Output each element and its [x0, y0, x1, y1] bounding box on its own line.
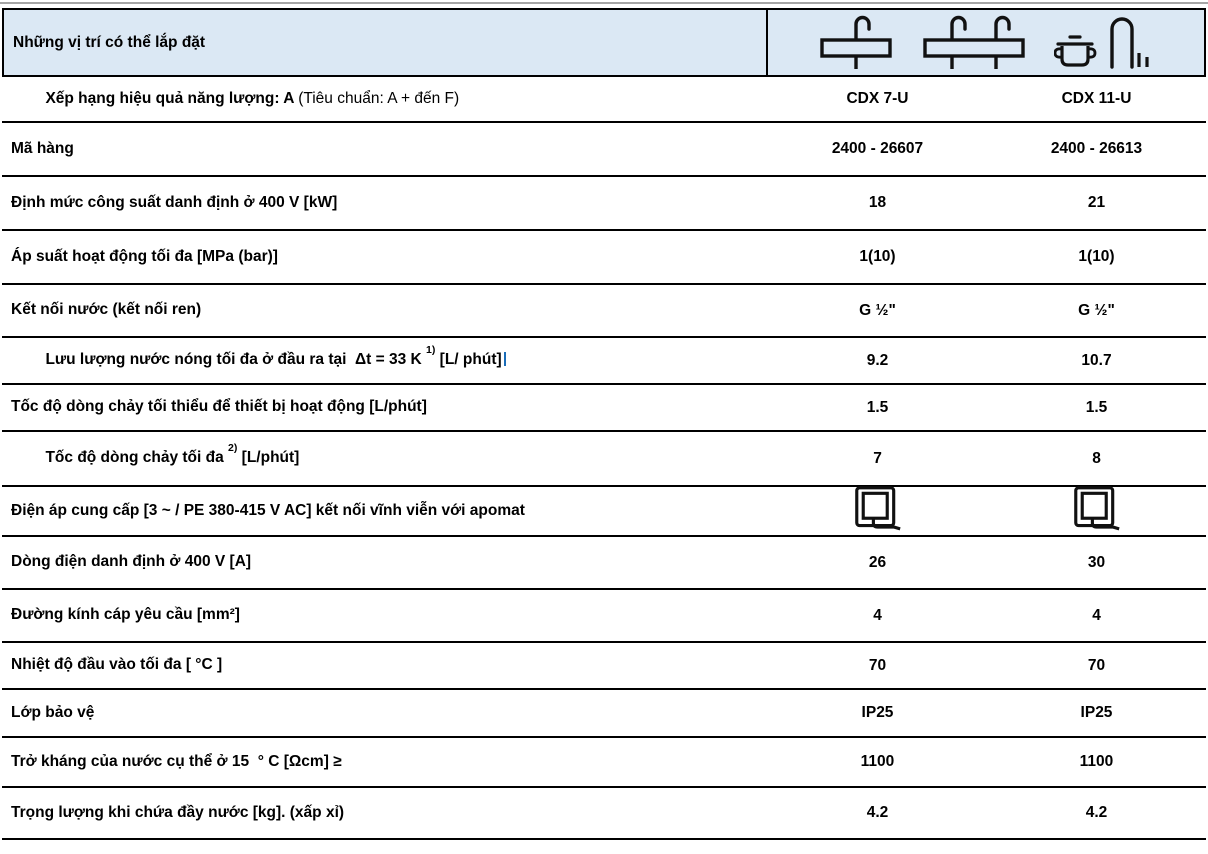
row-weight-filled	[2, 788, 1206, 840]
value-cdx7	[768, 487, 987, 535]
row-max-inlet-temp	[2, 643, 1206, 690]
value-cdx11	[987, 537, 1206, 588]
value-text: 9.2	[866, 351, 889, 369]
value-cdx11	[987, 338, 1206, 383]
value-cdx11	[987, 788, 1206, 838]
sink-single-tap-icon	[818, 15, 894, 71]
value-cdx7	[768, 738, 987, 786]
header-label: Những vị trí có thể lắp đặt	[13, 33, 206, 51]
value-text: 1(10)	[859, 248, 896, 265]
footnote-2-marker: 2)	[228, 442, 238, 455]
value-cdx7	[768, 385, 987, 430]
text-cursor	[504, 352, 506, 366]
value-text: 4.2	[1085, 804, 1108, 821]
value-cdx7	[768, 231, 987, 283]
row-label	[2, 704, 768, 723]
spec-rows	[2, 77, 1206, 840]
row-order-code	[2, 123, 1206, 177]
value-text: 26	[868, 553, 887, 571]
value-cdx11	[987, 385, 1206, 430]
value-cdx11	[987, 487, 1206, 535]
row-rated-current	[2, 537, 1206, 590]
value-cdx11	[987, 285, 1206, 336]
value-text: 70	[1087, 656, 1106, 674]
value-cdx7	[768, 590, 987, 641]
value-text: 70	[868, 656, 887, 674]
row-energy-rating	[2, 77, 1206, 123]
value-cdx7	[768, 690, 987, 736]
junction-box-icon	[1073, 485, 1121, 533]
row-water-connection	[2, 285, 1206, 338]
pot-and-tap-icon	[1054, 17, 1154, 69]
value-text: IP25	[861, 704, 894, 721]
value-text: 1100	[860, 753, 895, 770]
column-header-cdx11	[987, 77, 1206, 121]
row-label	[2, 71, 768, 127]
value-text: 1100	[1079, 753, 1114, 770]
value-cdx11	[987, 231, 1206, 283]
value-text: 8	[1092, 449, 1101, 467]
value-text: 4	[873, 606, 882, 624]
row-protection-class	[2, 690, 1206, 738]
row-label-unit: [L/ phút]	[435, 351, 502, 369]
row-max-hot-water-flow	[2, 338, 1206, 385]
row-label-text: Định mức công suất danh định ở 400 V [kW]	[11, 193, 338, 211]
value-text: IP25	[1080, 704, 1113, 721]
row-water-resistivity	[2, 738, 1206, 788]
row-label-text: Dòng điện danh định ở 400 V [A]	[11, 553, 252, 571]
row-label	[2, 301, 768, 320]
value-cdx11	[987, 590, 1206, 641]
value-cdx7	[768, 285, 987, 336]
value-text: 2400 - 26607	[831, 140, 924, 157]
value-text: 1.5	[1085, 398, 1108, 416]
row-label	[2, 248, 768, 267]
row-max-pressure	[2, 231, 1206, 285]
row-label	[2, 333, 768, 389]
value-text: 1(10)	[1078, 248, 1115, 265]
value-cdx7	[768, 338, 987, 383]
value-text: 1.5	[866, 398, 889, 416]
row-label-text: Lớp bảo vệ	[11, 703, 95, 721]
sink-double-tap-icon	[922, 15, 1026, 71]
row-min-flow-rate	[2, 385, 1206, 432]
value-cdx7	[768, 432, 987, 485]
row-supply-voltage	[2, 487, 1206, 537]
value-text: 7	[873, 449, 882, 467]
value-text: 21	[1087, 194, 1106, 211]
value-text: 4	[1092, 606, 1101, 624]
installation-positions-cell	[768, 10, 1204, 75]
model-name: CDX 11-U	[1061, 90, 1132, 107]
value-text: 30	[1087, 553, 1106, 571]
junction-box-icon	[854, 485, 902, 533]
model-name: CDX 7-U	[846, 90, 909, 107]
row-label	[2, 140, 768, 159]
row-label	[2, 194, 768, 213]
row-label	[2, 656, 768, 675]
row-cable-diameter	[2, 590, 1206, 643]
row-label-text: Mã hàng	[11, 139, 74, 157]
value-cdx7	[768, 177, 987, 229]
row-label	[2, 398, 768, 417]
top-divider	[0, 2, 1208, 4]
row-label	[2, 804, 768, 823]
row-label-text: Áp suất hoạt động tối đa [MPa (bar)]	[11, 247, 278, 265]
row-label-bold: Xếp hạng hiệu quả năng lượng: A	[45, 89, 299, 107]
value-cdx7	[768, 123, 987, 175]
value-text: 10.7	[1081, 351, 1112, 369]
row-label-text: Kết nối nước (kết nối ren)	[11, 301, 202, 319]
value-cdx11	[987, 690, 1206, 736]
row-label-text: Tốc độ dòng chảy tối đa	[45, 449, 229, 467]
value-cdx11	[987, 177, 1206, 229]
row-label	[2, 431, 768, 487]
row-label	[2, 753, 768, 772]
value-cdx7	[768, 643, 987, 688]
table-header-row	[2, 8, 1206, 77]
row-label	[2, 553, 768, 572]
row-label-text: Lưu lượng nước nóng tối đa ở đầu ra tại Δt = 33 K	[45, 351, 427, 369]
header-label-cell	[4, 10, 768, 75]
row-label-text: Điện áp cung cấp [3 ~ / PE 380-415 V AC] kết nối vĩnh viễn với apomat	[11, 501, 525, 519]
footnote-1-marker: 1)	[426, 344, 436, 357]
row-rated-power	[2, 177, 1206, 231]
value-cdx11	[987, 738, 1206, 786]
row-label-text: Trở kháng của nước cụ thể ở 15 ° C [Ωcm] ≥	[11, 752, 342, 770]
row-label	[2, 606, 768, 625]
column-header-cdx7	[768, 77, 987, 121]
value-text: G ½"	[859, 301, 896, 319]
value-text: 4.2	[866, 804, 889, 821]
row-label-text: Trọng lượng khi chứa đầy nước [kg]. (xấp xỉ)	[11, 803, 345, 821]
value-cdx11	[987, 432, 1206, 485]
value-cdx11	[987, 643, 1206, 688]
row-max-flow-rate	[2, 432, 1206, 487]
value-text: 18	[868, 194, 887, 211]
row-label-unit: [L/phút]	[237, 449, 300, 467]
value-cdx11	[987, 123, 1206, 175]
row-label-text: Đường kính cáp yêu cầu [mm²]	[11, 606, 240, 624]
value-cdx7	[768, 537, 987, 588]
value-text: G ½"	[1078, 301, 1115, 319]
row-label-regular: (Tiêu chuẩn: A + đến F)	[298, 89, 460, 107]
row-label	[2, 502, 768, 521]
row-label-text: Tốc độ dòng chảy tối thiểu để thiết bị hoạt động [L/phút]	[11, 398, 427, 416]
value-cdx7	[768, 788, 987, 838]
row-label-text: Nhiệt độ đầu vào tối đa [ °C ]	[11, 656, 223, 674]
value-text: 2400 - 26613	[1050, 140, 1143, 157]
